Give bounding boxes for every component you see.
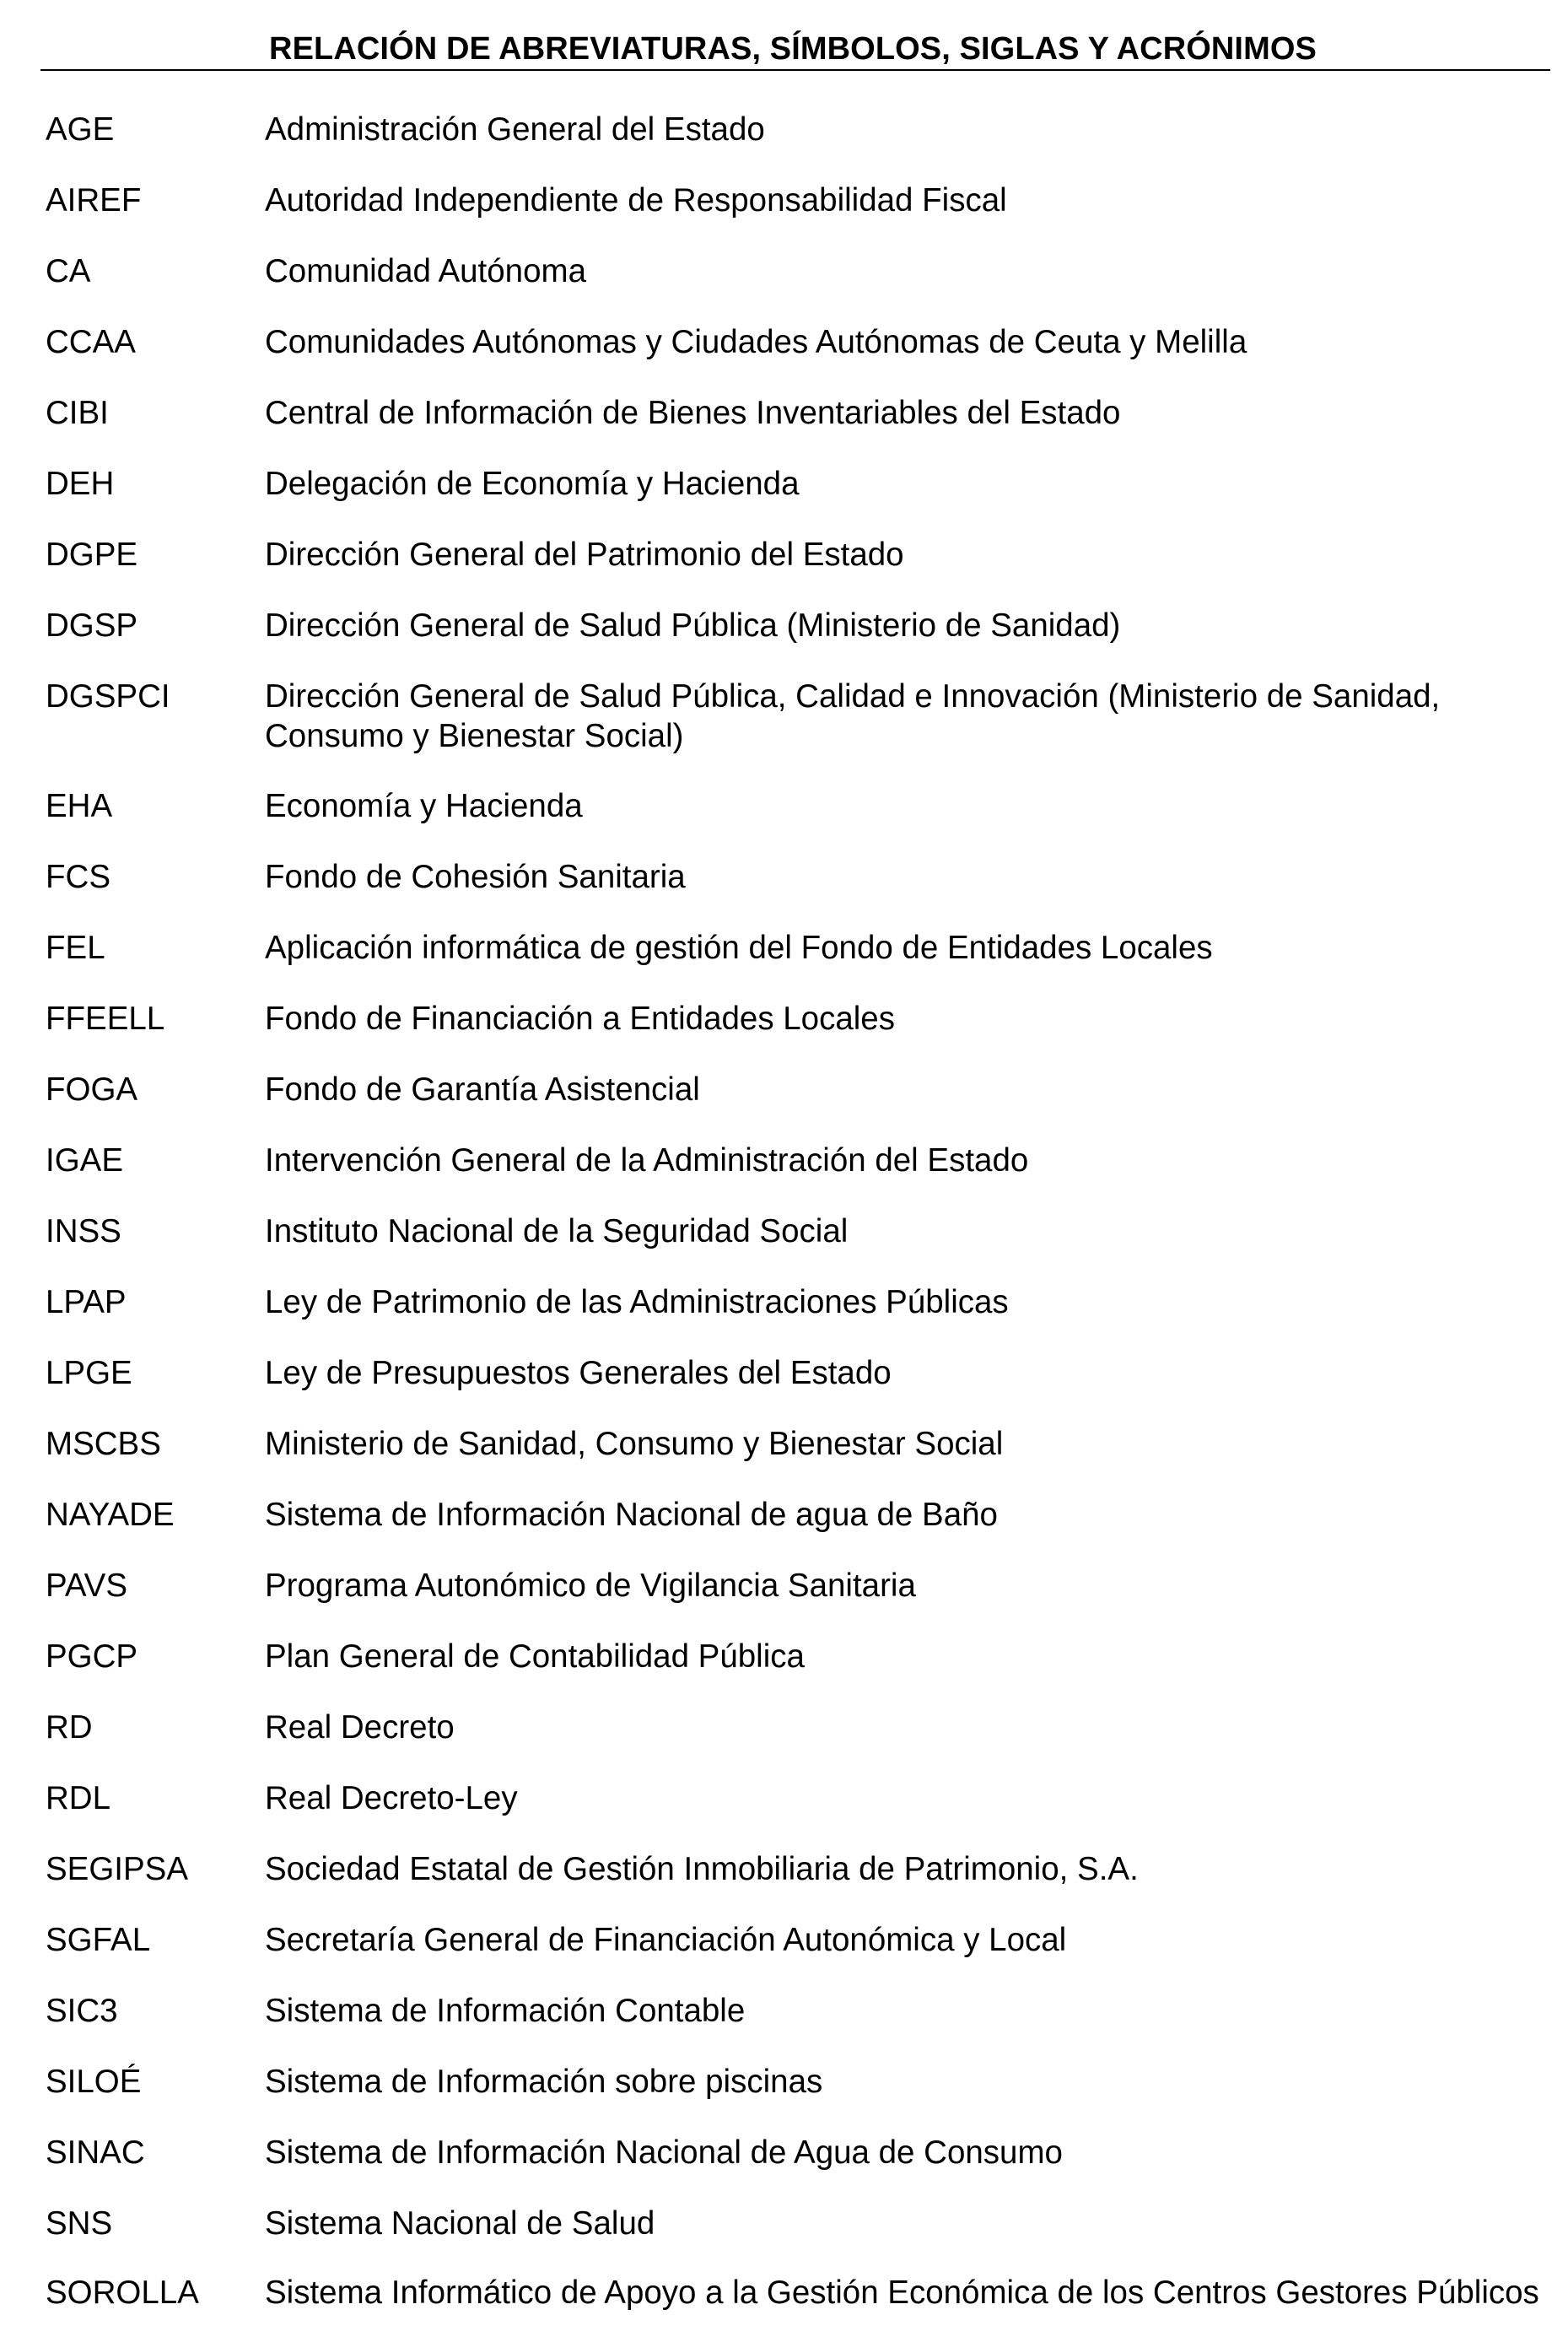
definition: Comunidad Autónoma (265, 253, 586, 289)
definition: Programa Autonómico de Vigilancia Sanitaria (265, 1568, 916, 1604)
definition: Ley de Patrimonio de las Administraciones Públicas (265, 1284, 1009, 1320)
abbreviation: DGSP (46, 607, 138, 644)
abbreviation: LPGE (46, 1355, 132, 1391)
definition: Fondo de Cohesión Sanitaria (265, 859, 686, 895)
abbreviation: DGSPCI (46, 678, 170, 715)
abbreviation: INSS (46, 1213, 121, 1249)
abbreviation: SINAC (46, 2134, 145, 2171)
abbreviation: IGAE (46, 1142, 124, 1179)
abbreviation: MSCBS (46, 1426, 161, 1462)
title-underline (40, 69, 1550, 71)
abbreviation: LPAP (46, 1284, 127, 1320)
abbreviation: FEL (46, 930, 105, 966)
definition: Real Decreto (265, 1709, 455, 1746)
definition: Delegación de Economía y Hacienda (265, 466, 800, 502)
definition: Economía y Hacienda (265, 788, 583, 824)
definition: Ministerio de Sanidad, Consumo y Bienestar Social (265, 1426, 1004, 1462)
definition: Sociedad Estatal de Gestión Inmobiliaria de Patrimonio, S.A. (265, 1851, 1139, 1887)
abbreviation: FCS (46, 859, 110, 895)
abbreviation: SGFAL (46, 1922, 151, 1958)
abbreviation: EHA (46, 788, 113, 824)
page-title: RELACIÓN DE ABREVIATURAS, SÍMBOLOS, SIGLAS Y ACRÓNIMOS (269, 31, 1317, 67)
abbreviation: SOROLLA (46, 2275, 199, 2311)
definition: Dirección General de Salud Pública, Calidad e Innovación (Ministerio de Sanidad, Consumo y Bienestar Social) (265, 678, 1441, 754)
abbreviation: CA (46, 253, 91, 289)
definition: Real Decreto-Ley (265, 1780, 518, 1816)
abbreviation: FFEELL (46, 1001, 165, 1037)
abbreviation: AGE (46, 111, 115, 148)
definition: Fondo de Garantía Asistencial (265, 1071, 700, 1108)
definition: Ley de Presupuestos Generales del Estado (265, 1355, 892, 1391)
abbreviation: PGCP (46, 1638, 138, 1675)
abbreviation: NAYADE (46, 1497, 175, 1533)
definition: Autoridad Independiente de Responsabilidad Fiscal (265, 182, 1007, 219)
definition: Sistema de Información Contable (265, 1993, 746, 2029)
abbreviation: RDL (46, 1780, 111, 1816)
definition: Aplicación informática de gestión del Fondo de Entidades Locales (265, 930, 1213, 966)
definition: Sistema Nacional de Salud (265, 2205, 655, 2242)
abbreviation: PAVS (46, 1568, 128, 1604)
abbreviation: AIREF (46, 182, 142, 219)
definition: Sistema de Información Nacional de agua de Baño (265, 1497, 998, 1533)
abbreviation: SEGIPSA (46, 1851, 189, 1887)
definition: Administración General del Estado (265, 111, 765, 148)
definition: Comunidades Autónomas y Ciudades Autónomas de Ceuta y Melilla (265, 324, 1247, 360)
abbreviation: SNS (46, 2205, 113, 2242)
abbreviation: DEH (46, 466, 115, 502)
abbreviation: CIBI (46, 395, 109, 431)
definition: Intervención General de la Administración del Estado (265, 1142, 1029, 1179)
definition: Secretaría General de Financiación Autonómica y Local (265, 1922, 1067, 1958)
definition: Central de Información de Bienes Inventariables del Estado (265, 395, 1121, 431)
definition: Sistema Informático de Apoyo a la Gestión Económica de los Centros Gestores Públicos (265, 2275, 1539, 2311)
definition: Dirección General de Salud Pública (Ministerio de Sanidad) (265, 607, 1121, 644)
abbreviation: SIC3 (46, 1993, 118, 2029)
definition: Fondo de Financiación a Entidades Locales (265, 1001, 895, 1037)
abbreviation: RD (46, 1709, 93, 1746)
abbreviation: DGPE (46, 537, 138, 573)
definition: Dirección General del Patrimonio del Estado (265, 537, 904, 573)
definition: Plan General de Contabilidad Pública (265, 1638, 805, 1675)
definition: Sistema de Información Nacional de Agua de Consumo (265, 2134, 1063, 2171)
abbreviation: CCAA (46, 324, 136, 360)
abbreviation: SILOÉ (46, 2064, 142, 2100)
definition: Sistema de Información sobre piscinas (265, 2064, 823, 2100)
definition: Instituto Nacional de la Seguridad Social (265, 1213, 849, 1249)
abbreviation: FOGA (46, 1071, 138, 1108)
